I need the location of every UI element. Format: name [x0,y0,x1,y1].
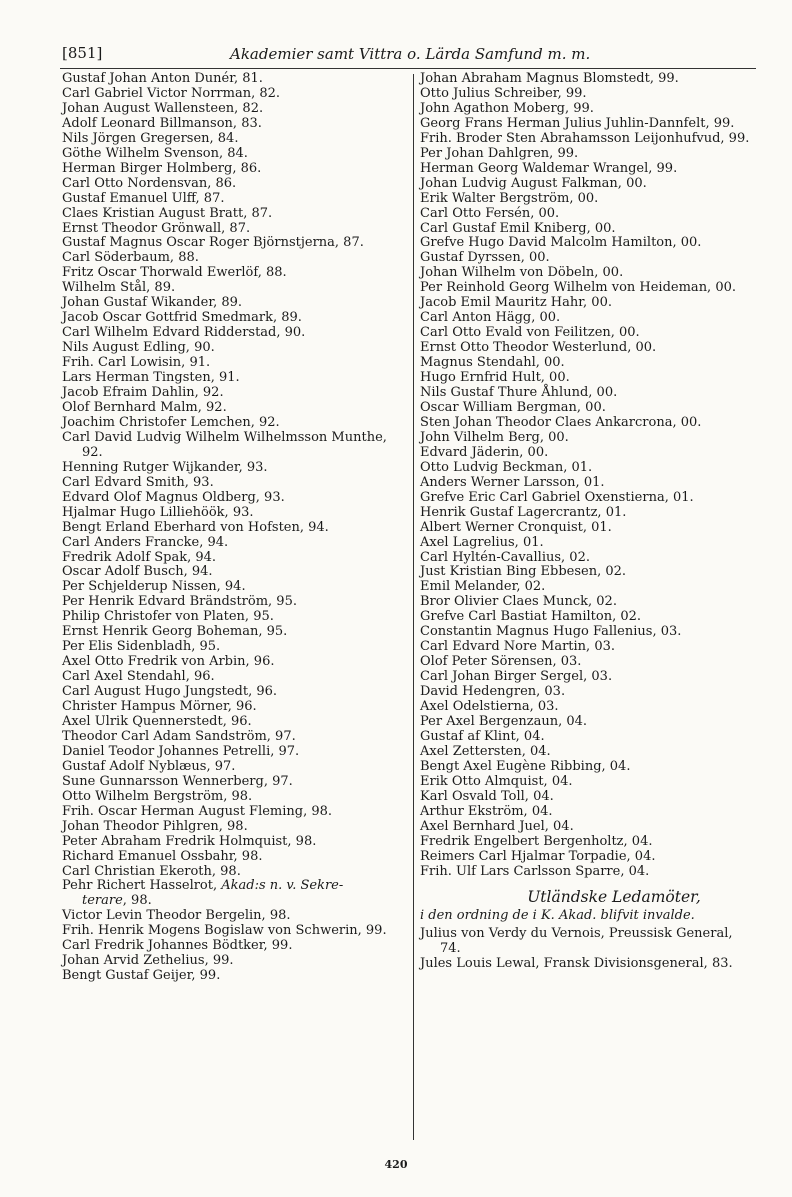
secretary-note-cont: terare [82,893,123,909]
member-entry: Frih. Oscar Herman August Fleming, 98. [62,803,333,819]
member-entry: Victor Levin Theodor Bergelin, 98. [62,908,291,924]
member-entry: Johan Ludvig August Falkman, 00. [420,175,647,191]
member-entry: Hjalmar Hugo Lilliehöök, 93. [62,504,254,520]
member-entry: Georg Frans Herman Julius Juhlin-Dannfelt, 99. [420,115,735,131]
member-entry: Nils Jörgen Gregersen, 84. [62,130,239,146]
member-entry: Fredrik Engelbert Bergenholtz, 04. [420,833,653,849]
member-entry: Gustaf af Klint, 04. [420,728,545,744]
member-entry: Carl Axel Stendahl, 96. [62,669,215,685]
member-entry: Carl Otto Evald von Feilitzen, 00. [420,325,640,341]
member-entry: Frih. Henrik Mogens Bogislaw von Schwerin, 99. [62,923,387,939]
member-entry: Otto Wilhelm Bergström, 98. [62,788,253,804]
member-entry: Carl Johan Birger Sergel, 03. [420,669,613,685]
foreign-members-title: Utländske Ledamöter, [527,888,701,907]
member-entry: Julius von Verdy du Vernois, Preussisk General, [420,926,733,942]
member-entry: Carl August Hugo Jungstedt, 96. [62,684,278,700]
foreign-member-list [420,927,768,972]
member-entry: Gustaf Adolf Nyblæus, 97. [62,758,236,774]
member-entry: Reimers Carl Hjalmar Torpadie, 04. [420,848,656,864]
member-entry: Emil Melander, 02. [420,579,546,595]
member-entry: Adolf Leonard Billmanson, 83. [62,115,262,131]
member-entry: John Agathon Moberg, 99. [420,100,594,116]
member-entry: Erik Otto Almquist, 04. [420,773,573,789]
member-entry: Henning Rutger Wijkander, 93. [62,459,268,475]
member-entry: Per Johan Dahlgren, 99. [420,145,579,161]
member-entry: Per Schjelderup Nissen, 94. [62,579,246,595]
member-entry: Edvard Olof Magnus Oldberg, 93. [62,489,285,505]
member-entry: Per Reinhold Georg Wilhelm von Heideman, 00. [420,280,736,296]
member-entry: Gustaf Emanuel Ulff, 87. [62,190,225,206]
member-entry: Herman Georg Waldemar Wrangel, 99. [420,160,678,176]
member-entry: Axel Lagrelius, 01. [420,534,544,550]
member-entry: Wilhelm Stål, 89. [62,280,176,296]
member-entry: Edvard Jäderin, 00. [420,444,549,460]
member-entry: Gustaf Magnus Oscar Roger Björnstjerna, 87. [62,235,364,251]
member-entry: 74. [440,941,461,957]
member-entry: Frih. Ulf Lars Carlsson Sparre, 04. [420,863,650,879]
member-entry: Bengt Gustaf Geijer, 99. [62,968,221,984]
member-entry: Gustaf Dyrssen, 00. [420,250,550,266]
member-entry: Albert Werner Cronquist, 01. [420,519,612,535]
member-entry: Bengt Erland Eberhard von Hofsten, 94. [62,519,329,535]
member-entry: Nils August Edling, 90. [62,340,215,356]
member-entry: Otto Ludvig Beckman, 01. [420,459,593,475]
member-entry: Olof Bernhard Malm, 92. [62,399,227,415]
member-entry: Carl Hyltén-Cavallius, 02. [420,549,590,565]
member-entry: Erik Walter Bergström, 00. [420,190,599,206]
right-member-list [420,72,768,879]
member-entry: Carl Christian Ekeroth, 98. [62,863,241,879]
member-entry: Carl Otto Nordensvan, 86. [62,175,237,191]
member-entry: Axel Otto Fredrik von Arbin, 96. [62,654,275,670]
member-entry: Carl Edvard Nore Martin, 03. [420,639,615,655]
member-entry: Fritz Oscar Thorwald Ewerlöf, 88. [62,265,287,281]
member-entry: Carl Anders Francke, 94. [62,534,229,550]
member-entry: John Vilhelm Berg, 00. [420,429,569,445]
member-entry: Joachim Christofer Lemchen, 92. [62,414,280,430]
member-entry: Lars Herman Tingsten, 91. [62,370,240,386]
member-entry: 92. [82,444,103,460]
member-entry: Frih. Carl Lowisin, 91. [62,355,211,371]
right-column [420,72,768,972]
member-entry: Constantin Magnus Hugo Fallenius, 03. [420,624,682,640]
member-entry: Otto Julius Schreiber, 99. [420,85,587,101]
member-entry: Claes Kristian August Bratt, 87. [62,205,273,221]
member-entry: Richard Emanuel Ossbahr, 98. [62,848,263,864]
member-entry: Herman Birger Holmberg, 86. [62,160,262,176]
member-entry: Carl Gabriel Victor Norrman, 82. [62,85,281,101]
member-entry: Per Henrik Edvard Brändström, 95. [62,594,297,610]
member-entry: Jacob Efraim Dahlin, 92. [62,385,224,401]
member-entry: Magnus Stendahl, 00. [420,355,565,371]
member-entry: Axel Bernhard Juel, 04. [420,818,574,834]
member-entry: Johan Abraham Magnus Blomstedt, 99. [420,71,679,86]
member-entry: Ernst Henrik Georg Boheman, 95. [62,624,288,640]
member-entry: Axel Zettersten, 04. [420,743,551,759]
member-entry: Pehr Richert Hasselrot, Akad:s n. v. Sekre- [62,878,344,894]
member-entry: Carl Fredrik Johannes Bödtker, 99. [62,938,293,954]
member-entry: Axel Odelstierna, 03. [420,699,559,715]
member-entry: Grefve Carl Bastiat Hamilton, 02. [420,609,642,625]
member-entry: Frih. Broder Sten Abrahamsson Leijonhufvud, 99. [420,130,750,146]
member-entry: Hugo Ernfrid Hult, 00. [420,370,570,386]
member-entry: Grefve Eric Carl Gabriel Oxenstierna, 01. [420,489,694,505]
left-column [62,72,406,984]
member-entry: Jacob Oscar Gottfrid Smedmark, 89. [62,310,302,326]
member-entry: Sune Gunnarsson Wennerberg, 97. [62,773,293,789]
member-entry: Carl Gustaf Emil Kniberg, 00. [420,220,616,236]
member-entry: Karl Osvald Toll, 04. [420,788,554,804]
page-footer-number: 420 [384,1158,408,1171]
member-entry: Oscar William Bergman, 00. [420,399,606,415]
member-entry: Philip Christofer von Platen, 95. [62,609,274,625]
member-entry: Sten Johan Theodor Claes Ankarcrona, 00. [420,414,702,430]
member-entry: Johan Wilhelm von Döbeln, 00. [420,265,624,281]
member-entry: Johan Gustaf Wikander, 89. [62,295,243,311]
secretary-note: Akad:s n. v. Sekre- [221,878,344,894]
member-entry: Oscar Adolf Busch, 94. [62,564,213,580]
member-entry: Johan Arvid Zethelius, 99. [62,953,234,969]
member-entry: Carl Wilhelm Edvard Ridderstad, 90. [62,325,306,341]
member-entry: Axel Ulrik Quennerstedt, 96. [62,713,252,729]
member-entry: Grefve Hugo David Malcolm Hamilton, 00. [420,235,702,251]
member-entry: terare, 98. [82,893,152,909]
member-entry: David Hedengren, 03. [420,684,566,700]
member-entry: Nils Gustaf Thure Åhlund, 00. [420,385,618,401]
member-entry: Per Axel Bergenzaun, 04. [420,713,588,729]
member-entry: Anders Werner Larsson, 01. [420,474,605,490]
member-entry: Göthe Wilhelm Svenson, 84. [62,145,248,161]
running-title: Akademier samt Vittra o. Lärda Samfund m. m. [230,45,591,63]
member-entry: Carl Edvard Smith, 93. [62,474,214,490]
member-entry: Carl David Ludvig Wilhelm Wilhelmsson Munthe, [62,429,387,445]
member-entry: Fredrik Adolf Spak, 94. [62,549,217,565]
header-rule [60,68,756,69]
foreign-members-subtitle: i den ordning de i K. Akad. blifvit invalde. [420,908,695,924]
member-entry: Ernst Theodor Grönwall, 87. [62,220,251,236]
member-entry: Per Elis Sidenbladh, 95. [62,639,221,655]
member-entry: Jacob Emil Mauritz Hahr, 00. [420,295,612,311]
member-entry: Henrik Gustaf Lagercrantz, 01. [420,504,627,520]
column-divider [413,74,414,1140]
member-entry: Daniel Teodor Johannes Petrelli, 97. [62,743,300,759]
member-entry: Johan Theodor Pihlgren, 98. [62,818,248,834]
page-header [62,44,752,68]
member-entry: Bror Olivier Claes Munck, 02. [420,594,617,610]
member-entry: Bengt Axel Eugène Ribbing, 04. [420,758,631,774]
page-number-bracketed: [851] [62,44,103,62]
member-entry: Gustaf Johan Anton Dunér, 81. [62,71,263,86]
member-entry: Olof Peter Sörensen, 03. [420,654,582,670]
member-entry: Just Kristian Bing Ebbesen, 02. [420,564,627,580]
member-entry: Carl Otto Fersén, 00. [420,205,560,221]
member-entry: Ernst Otto Theodor Westerlund, 00. [420,340,657,356]
member-entry: Johan August Wallensteen, 82. [62,100,264,116]
member-entry: Jules Louis Lewal, Fransk Divisionsgeneral, 83. [420,956,733,972]
member-entry: Carl Söderbaum, 88. [62,250,199,266]
member-entry: Theodor Carl Adam Sandström, 97. [62,728,296,744]
member-entry: Peter Abraham Fredrik Holmquist, 98. [62,833,317,849]
member-entry: Christer Hampus Mörner, 96. [62,699,257,715]
member-entry: Arthur Ekström, 04. [420,803,553,819]
member-entry: Carl Anton Hägg, 00. [420,310,561,326]
